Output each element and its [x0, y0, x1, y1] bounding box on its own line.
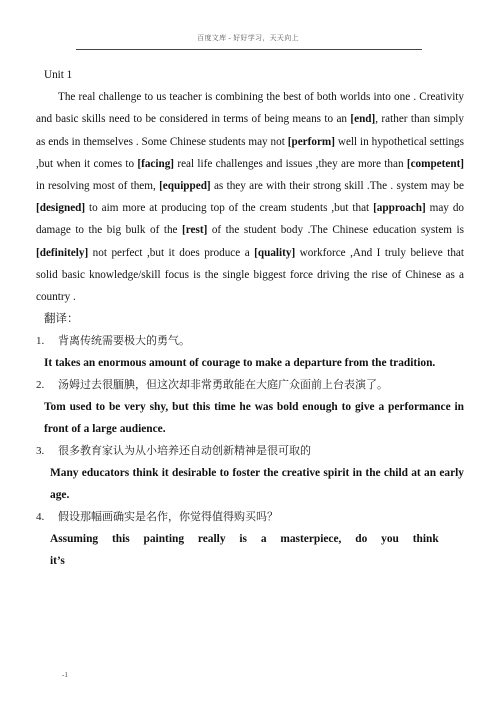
passage-text: real life challenges and issues ,they are more than [174, 157, 407, 170]
passage-text: to aim more at producing top of the cream students ,but that [85, 202, 374, 215]
chinese-sentence: 假设那幅画确实是名作，你觉得值得购买吗？ [58, 511, 278, 524]
item-number: 1. [36, 335, 45, 348]
passage-text: may do damage to the big bulk of the [36, 202, 465, 237]
translation-item-3-chinese [36, 440, 464, 462]
answer-word: [perform] [287, 135, 335, 148]
passage-text: , rather than simply as ends in themselves . Some Chinese students may not [36, 113, 464, 148]
passage-text: The real challenge to us teacher is combining the best of both worlds into one . Creativity and basic skills need to be considered in terms of being means to an [36, 91, 464, 126]
translation-item-3-english: Many educators think it desirable to foster the creative spirit in the child at an early age. [50, 467, 464, 502]
passage-text: well in hypothetical settings ,but when it comes to [36, 135, 464, 170]
unit-title: Unit 1 [44, 69, 73, 81]
passage-text: not perfect ,but it does produce a [88, 246, 255, 259]
answer-word: [definitely] [36, 246, 89, 259]
answer-word: [end] [350, 113, 376, 126]
chinese-sentence: 汤姆过去很腼腆，但这次却非常勇敢能在大庭广众面前上台表演了。 [58, 379, 388, 392]
chinese-sentence: 很多教育家认为从小培养还自动创新精神是很可取的 [58, 445, 311, 458]
translation-item-1-chinese [36, 330, 464, 352]
answer-word: [quality] [254, 246, 296, 259]
passage-paragraph [36, 86, 464, 308]
passage-text: workforce ,And I truly believe that solid basic knowledge/skill focus is the single biggest force driving the rise of Chinese as a country . [36, 246, 464, 304]
translation-item-4-english: Assuming this painting really is a masterpiece, do you think it’s [50, 533, 439, 568]
answer-word: [designed] [36, 202, 86, 215]
page-header: 百度文库 - 好好学习，天天向上 [197, 34, 299, 42]
header-divider [76, 49, 422, 50]
answer-word: [rest] [182, 224, 208, 237]
passage-text: as they are with their strong skill .The . system may be [210, 180, 464, 193]
answer-word: [equipped] [159, 180, 211, 193]
chinese-sentence: 背离传统需要极大的勇气。 [58, 335, 190, 348]
document-body [36, 64, 464, 572]
item-number: 4. [36, 511, 45, 524]
translation-item-2-english: Tom used to be very shy, but this time he was bold enough to give a performance in front of a large audience. [44, 401, 464, 436]
answer-word: [facing] [137, 157, 175, 170]
translation-item-1-english: It takes an enormous amount of courage to make a departure from the tradition. [44, 357, 436, 370]
passage-text: of the student body .The Chinese education system is [207, 224, 464, 237]
translation-label: 翻译： [44, 313, 79, 326]
item-number: 2. [36, 379, 45, 392]
item-number: 3. [36, 445, 45, 458]
page-number: -1 [62, 671, 68, 679]
passage-text: in resolving most of them, [36, 180, 160, 193]
translation-item-2-chinese [36, 374, 464, 396]
answer-word: [competent] [406, 157, 465, 170]
answer-word: [approach] [373, 202, 426, 215]
translation-item-4-chinese [36, 506, 464, 528]
